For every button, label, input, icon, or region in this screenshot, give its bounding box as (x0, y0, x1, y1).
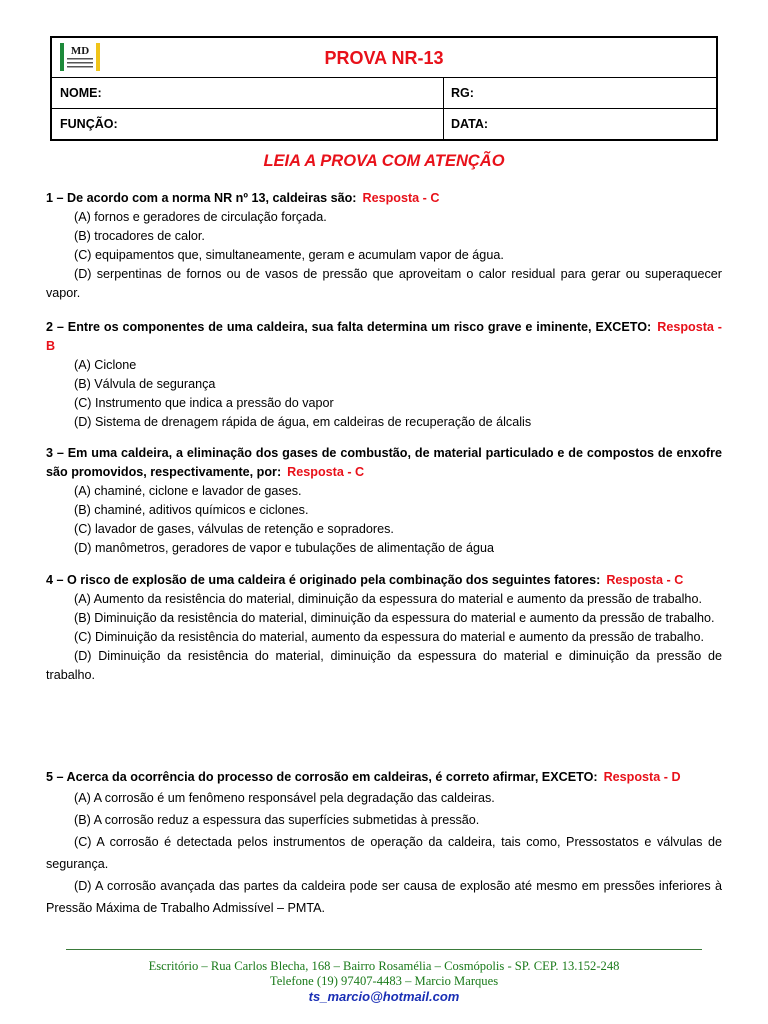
question-stem (46, 444, 722, 482)
answer-label: Resposta - C (362, 191, 440, 205)
nome-label: NOME: (60, 86, 102, 100)
question-1 (46, 189, 722, 303)
data-label: DATA: (451, 117, 489, 131)
question-stem-text: 2 – Entre os componentes de uma caldeira, sua falta determina um risco grave e iminente, EXCETO: (46, 320, 652, 334)
header-title-row (52, 38, 716, 78)
answer-label: Resposta - C (606, 573, 684, 587)
logo-text: MD (70, 45, 90, 57)
option-c: (C) A corrosão é detectada pelos instrumentos de operação da caldeira, tais como, Pressostatos e válvulas de segurança. (46, 835, 722, 871)
option-d: (D) serpentinas de fornos ou de vasos de pressão que aproveitam o calor residual para gerar ou superaquecer vapor. (46, 267, 722, 300)
answer-label: Resposta - D (603, 770, 681, 784)
option-c: (C) equipamentos que, simultaneamente, geram e acumulam vapor de água. (74, 248, 504, 262)
option-d: (D) manômetros, geradores de vapor e tubulações de alimentação de água (74, 541, 495, 555)
option-a: (A) chaminé, ciclone e lavador de gases. (74, 484, 302, 498)
header-divider (443, 78, 444, 139)
rg-label: RG: (451, 86, 474, 100)
footer-phone: Telefone (19) 97407-4483 – Marcio Marques (269, 974, 499, 988)
funcao-label: FUNÇÃO: (60, 117, 118, 131)
option-b: (B) chaminé, aditivos químicos e ciclones. (74, 503, 309, 517)
option-b: (B) Diminuição da resistência do material, diminuição da espessura do material e aumento da pressão de trabalho. (74, 611, 715, 625)
footer-email-link[interactable]: ts_marcio@hotmail.com (308, 989, 460, 1004)
question-stem (46, 767, 722, 787)
question-5 (46, 767, 722, 919)
option-a: (A) Ciclone (74, 358, 137, 372)
exam-title: PROVA NR-13 (324, 48, 444, 68)
question-2 (46, 318, 722, 432)
question-stem-text: 1 – De acordo com a norma NR nº 13, caldeiras são: (46, 191, 357, 205)
option-c: (C) Instrumento que indica a pressão do vapor (74, 396, 334, 410)
question-stem-text: 3 – Em uma caldeira, a eliminação dos gases de combustão, de material particulado e de compostos de enxofre são promovidos, respectivamente, por: (46, 446, 722, 479)
question-stem (46, 189, 722, 208)
header-table (50, 36, 718, 141)
option-b: (B) Válvula de segurança (74, 377, 216, 391)
option-c: (C) lavador de gases, válvulas de retenção e sopradores. (74, 522, 394, 536)
question-stem (46, 318, 722, 356)
question-4 (46, 571, 722, 685)
option-d: (D) A corrosão avançada das partes da caldeira pode ser causa de explosão até mesmo em pressões inferiores à Pressão Máxima de Trabalho Admissível – PMTA. (46, 879, 722, 915)
footer-address: Escritório – Rua Carlos Blecha, 168 – Bairro Rosamélia – Cosmópolis - SP. CEP. 13.152-248 (148, 959, 620, 973)
option-b: (B) A corrosão reduz a espessura das superfícies submetidas à pressão. (74, 813, 480, 827)
option-c: (C) Diminuição da resistência do material, aumento da espessura do material e aumento da pressão de trabalho. (74, 630, 705, 644)
option-a: (A) fornos e geradores de circulação forçada. (74, 210, 327, 224)
question-stem (46, 571, 722, 590)
option-a: (A) A corrosão é um fenômeno responsável pela degradação das caldeiras. (74, 791, 495, 805)
answer-label: Resposta - C (287, 465, 365, 479)
option-d: (D) Sistema de drenagem rápida de água, em caldeiras de recuperação de álcalis (74, 415, 532, 429)
option-b: (B) trocadores de calor. (74, 229, 205, 243)
footer-divider (66, 949, 702, 950)
instruction-heading: LEIA A PROVA COM ATENÇÃO (263, 152, 505, 170)
answer-label: Resposta - B (46, 320, 722, 353)
question-3 (46, 444, 722, 558)
question-stem-text: 5 – Acerca da ocorrência do processo de corrosão em caldeiras, é correto afirmar, EXCETO: (46, 770, 598, 784)
option-a: (A) Aumento da resistência do material, diminuição da espessura do material e aumento da pressão de trabalho. (74, 592, 702, 606)
header-row-funcao (52, 109, 716, 139)
option-d: (D) Diminuição da resistência do material, diminuição da espessura do material e diminuição da pressão de trabalho. (46, 649, 722, 682)
question-stem-text: 4 – O risco de explosão de uma caldeira é originado pela combinação dos seguintes fatores: (46, 573, 601, 587)
header-row-nome (52, 78, 716, 109)
